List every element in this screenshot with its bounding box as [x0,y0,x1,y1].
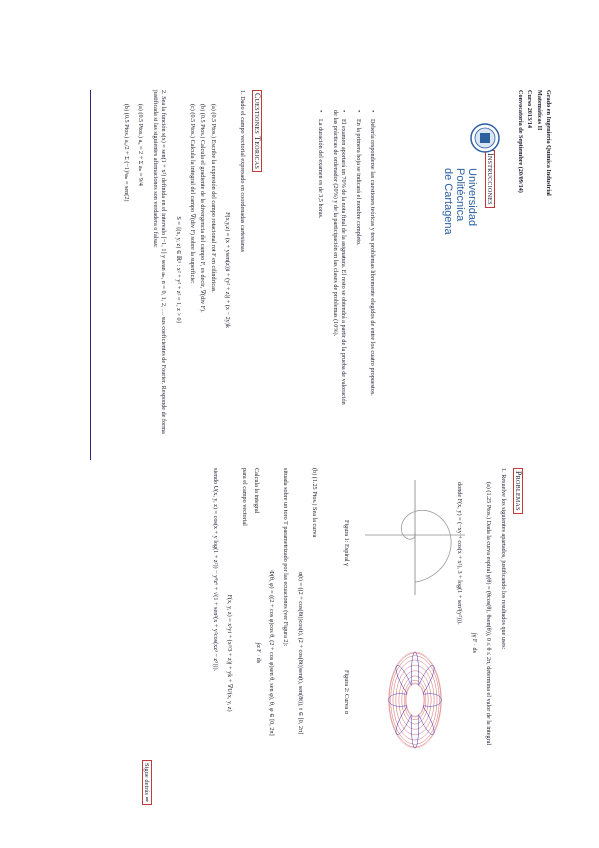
call-line: Convocatoria de Septiembre (20/09/14) [516,90,524,193]
torus-mesh-line [406,684,424,716]
left-divider-rule [90,90,91,460]
question-2-intro: 2. Sea la función s(x) = sen(1 + x²) definida en el intervalo [−1, 1] y sean aₙ, n = 0, 1, 2, … sus coeficientes de Fourier. Responde de forma justificada si las siguientes afirmaciones son verdadera o falsas: [151,90,168,434]
problem-1b-integral: ∫α F · ds [255,642,262,664]
spiral-curve [401,510,451,582]
torus-mesh-line [396,665,434,735]
spiral-figure [360,475,470,615]
problem-1b: (b) (1.25 Ptos.) Sea la curva [311,468,318,538]
question-1c: (c) (0.5 Ptos.) Calcula la integral del campo ∇(div F) sobre la superficie: [188,104,196,284]
question-1b: (b) (0.5 Ptos.) Calcula el gradiente de la divergencia del campo F, es decir, ∇(div F). [199,104,207,313]
problem-1a-integral: ∫γ F · ds [470,632,478,654]
university-name-3: de Cartagena [442,168,454,235]
torus-mesh-line [391,656,440,745]
torus-mesh-line [399,671,431,729]
torus-mesh-line [389,653,441,747]
instruction-item: •Debería responderse las cuestiones teóricas y tres problemas libremente elegidos de entre los cuatro propuestos. [369,110,376,396]
torus-mesh-line [399,671,431,729]
university-name-1: Universidad [466,168,478,227]
question-1a: (a) (0.5 Ptos.) Escribe la expresión del campo rotacional rot F en cilíndricas. [209,104,217,293]
question-1-set: S = {(x, y, z) ∈ ℝ³ : x² + y² + z² = 1, z > 0} [174,216,182,324]
alpha-curve [389,652,442,748]
problem-1b-field: para el campo vectorial [240,468,248,526]
torus-mesh-line [404,680,426,719]
torus-figure [360,625,470,775]
problem-1b-F: F(x, y, z) = x²yi + (x³/3 + z)j + yk + ∇U(x, y, z) [226,594,234,712]
figure-2-caption: Figura 2: Curva α [343,670,350,714]
instruction-item: •La duración del examen es de 3,5 horas. [317,110,325,219]
university-name-2: Politécnica [454,168,466,222]
degree-line: Grado en Ingeniería Química Industrial [545,90,552,196]
subject-line: Matemáticas II [535,90,543,131]
question-1-intro: 1. Dado el campo vectorial expresado en coordenadas cartesianas [238,90,246,253]
problemas-title: Problemas [513,468,523,514]
problem-1b-field-section [204,468,262,838]
course-line: Curso 2013/14 [526,90,534,128]
problem-1b-calc: Calcula la integral [253,468,261,514]
problem-1-intro: 1. Resuelve los siguientes apartados, justificando los resultados que uses: [499,468,507,650]
cuestiones-section [116,90,262,450]
question-2a: (a) (0.5 Ptos.) a₀ = 2 + Σ aₙ = 9/4 [137,104,145,186]
torus-mesh-line [389,652,442,748]
problem-1a: (a) (1.25 Ptos.) Dada la curva espiral γ(θ) = (θcos(θ), θsen(θ)), 0 ≤ θ ≤ 2π, determina el valor de la integral [485,482,493,746]
torus-mesh-line [393,660,437,740]
torus-curve [389,652,442,748]
instructions-label: Instrucciones [485,150,495,208]
problem-1b-U: siendo U(x, y, z) = cos(x + y log(1 + z²)) − y⁸z⁶ + √(1 + sen²(x + y²cos(xz³ − z⁵))). [211,468,219,672]
torus-mesh-line [389,653,441,747]
torus-mesh-line [391,656,440,745]
cuestiones-title: Cuestiones Teóricas [252,90,262,172]
problem-1b-torus: situada sobre un toro T parametrizado por las ecuaciones (ver Figura 2): [282,468,290,647]
problem-1b-param: Φ(θ, φ) = ((2 + cos φ)cos θ, (2 + cos φ)sen θ, sen φ), θ, φ ∈ [0, 2π] [267,570,275,736]
figure-1-caption: Figura 1: Espiral γ [343,520,350,566]
continue-behind-label: Sigue detrás ⇒ [142,760,152,805]
instructions-list [310,110,376,410]
question-1-formula: F(x,y,z) = (x + ysen(z))i + (y² + z)j + (x − 2y)k [224,212,232,328]
torus-mesh-line [393,660,437,740]
torus-mesh-line [396,665,434,735]
problem-1b-curve: α(t) = ((2 + cos(8t))cos(t), (2 + cos(8t))sen(t), sen(8t)), t ∈ [0, 2π] [296,571,304,735]
university-name [442,168,478,235]
torus-mesh-line [406,683,425,717]
instruction-item: •El examen aportará un 70% de la nota final de la asignatura. El resto se obtendrá a partir de la prueba de valoración de las prácticas de ordenador (20%) y de la participación en las clases de problemas (10%). [331,110,348,405]
instruction-item: •En la primera hoja se indicará el nombre completo. [354,110,362,246]
question-2b: (b) (0.5 Ptos.) a₀/2 + Σ (−1)ⁿaₙ = sen(2) [122,104,130,202]
problem-1a-where: donde F(x, y) = (−xy + cos(x + x²), 3 + log(1 + sen²(y²))). [456,482,464,625]
torus-mesh-line [404,680,426,719]
